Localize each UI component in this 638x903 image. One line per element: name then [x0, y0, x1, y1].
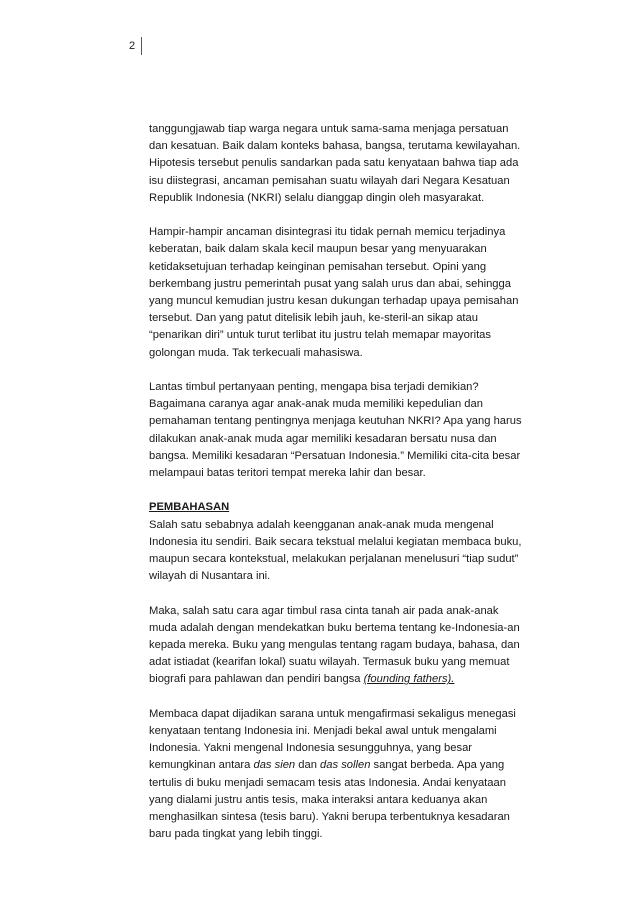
text-line: dilakukan anak-anak muda agar memiliki kesadaran bersatu nusa dan — [149, 432, 497, 445]
text-line: yang muncul kemudian justru kesan dukungan terhadap upaya pemisahan — [149, 295, 519, 308]
section-heading: PEMBAHASAN — [149, 501, 230, 514]
page-number: 2 — [129, 40, 136, 52]
text-line: Hipotesis tersebut penulis sandarkan pada satu kenyataan bahwa tiap ada — [149, 157, 519, 170]
header-divider — [141, 37, 142, 55]
text-line: tanggungjawab tiap warga negara untuk sama-sama menjaga persatuan — [149, 123, 509, 135]
text-line — [149, 671, 559, 688]
text-segment: kemungkinan antara — [149, 759, 254, 772]
text-line: Membaca dapat dijadikan sarana untuk mengafirmasi sekaligus menegasi — [149, 707, 516, 720]
text-line: isu diistegrasi, ancaman pemisahan suatu wilayah dari Negara Kesatuan — [149, 174, 510, 187]
text-line: yang dialami justru antis tesis, maka interaksi antara keduanya akan — [149, 793, 488, 806]
text-line: Republik Indonesia (NKRI) selalu dianggap dingin oleh masyarakat. — [149, 191, 485, 204]
italic-term: das sien — [253, 759, 296, 772]
text-line: melampaui batas teritori tempat mereka lahir dan besar. — [149, 467, 426, 480]
paragraph-5 — [149, 603, 559, 689]
text-line: kepada mereka. Buku yang mengulas tentang ragam budaya, bahasa, dan — [149, 639, 520, 652]
text-line: dan kesatuan. Baik dalam konteks bahasa, bangsa, terutama kewilayahan. — [149, 140, 521, 153]
text-line: muda adalah dengan mendekatkan buku bertema tentang ke-Indonesia-an — [149, 621, 520, 634]
text-line: pemahaman tentang pentingnya menjaga keutuhan NKRI? Apa yang harus — [149, 415, 522, 428]
text-line — [149, 757, 559, 774]
text-line: keberatan, baik dalam skala kecil maupun besar yang menyuarakan — [149, 243, 487, 256]
text-segment: dan — [295, 759, 321, 772]
paragraph-4 — [149, 499, 559, 585]
text-line: wilayah di Nusantara ini. — [149, 570, 271, 583]
text-line: Bagaimana caranya agar anak-anak muda memiliki kepedulian dan — [149, 398, 483, 411]
text-line: kenyataan tentang Indonesia ini. Menjadi bekal awal untuk mengalami — [149, 725, 497, 738]
text-line: berkembang justru pemerintah pusat yang salah urus dan abai, sehingga — [149, 277, 511, 290]
text-line: Salah satu sebabnya adalah keengganan anak-anak muda mengenal — [149, 518, 494, 531]
paragraph-6 — [149, 706, 559, 844]
italic-term: (founding fathers). — [363, 673, 455, 686]
italic-term: das sollen — [320, 759, 371, 772]
text-line: ketidaksetujuan terhadap keinginan pemisahan tersebut. Opini yang — [149, 260, 487, 273]
text-line: bangsa. Memiliki kesadaran “Persatuan Indonesia.” Memiliki cita-cita besar — [149, 449, 521, 462]
text-line: adat istiadat (kearifan lokal) suatu wilayah. Termasuk buku yang memuat — [149, 656, 510, 669]
text-line: golongan muda. Tak terkecuali mahasiswa. — [149, 346, 363, 359]
text-line: baru pada tingkat yang lebih tinggi. — [149, 828, 323, 841]
paragraph-3 — [149, 379, 559, 482]
text-line: Maka, salah satu cara agar timbul rasa cinta tanah air pada anak-anak — [149, 604, 499, 617]
document-body — [149, 121, 559, 861]
text-line: Indonesia. Yakni mengenal Indonesia sesungguhnya, yang besar — [149, 742, 473, 755]
text-line: maupun secara kontekstual, melakukan perjalanan menelusuri “tiap sudut” — [149, 553, 519, 566]
text-line: Indonesia itu sendiri. Baik secara tekstual melalui kegiatan membaca buku, — [149, 535, 522, 548]
text-line: Hampir-hampir ancaman disintegrasi itu tidak pernah memicu terjadinya — [149, 226, 506, 239]
paragraph-1 — [149, 121, 559, 207]
text-segment: sangat berbeda. Apa yang — [370, 759, 505, 772]
text-line: “penarikan diri” untuk turut terlibat itu justru telah memapar mayoritas — [149, 329, 491, 342]
paragraph-2 — [149, 224, 559, 362]
text-segment: biografi para pahlawan dan pendiri bangsa — [149, 673, 364, 686]
page-header — [129, 36, 142, 56]
text-line: tertulis di buku menjadi semacam tesis atas Indonesia. Andai kenyataan — [149, 776, 506, 789]
text-line: tersebut. Dan yang patut ditelisik lebih jauh, ke-steril-an sikap atau — [149, 312, 478, 325]
text-line: menghasilkan sintesa (tesis baru). Yakni berupa terbentuknya kesadaran — [149, 811, 510, 824]
text-line: Lantas timbul pertanyaan penting, mengapa bisa terjadi demikian? — [149, 381, 479, 394]
